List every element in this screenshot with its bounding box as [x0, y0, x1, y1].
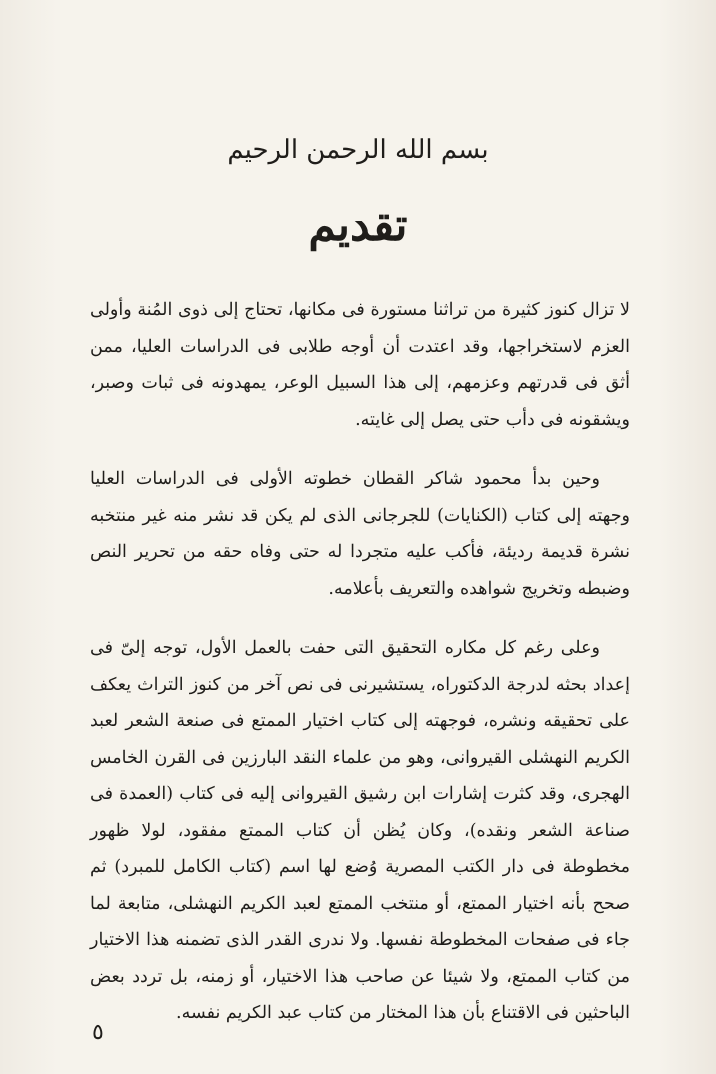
- body-text: [90, 292, 630, 1055]
- paragraph: وعلى رغم كل مكاره التحقيق التى حفت بالعمل الأول، توجه إلىّ فى إعداد بحثه لدرجة الدكتوراه، يستشيرنى فى نص آخر من كنوز التراث يعكف على تحقيقه ونشره، فوجهته إلى كتاب اختيار الممتع فى صنعة الشعر لعبد الكريم النهشلى القيروانى، وهو من علماء النقد البارزين فى القرن الخامس الهجرى، وقد كثرت إشارات ابن رشيق القيروانى إليه فى كتاب (العمدة فى صناعة الشعر ونقده)، وكان يُظن أن كتاب الممتع مفقود، لولا ظهور مخطوطة فى دار الكتب المصرية وُضع لها اسم (كتاب الكامل للمبرد) ثم صحح بأنه اختيار الممتع، أو منتخب الممتع لعبد الكريم النهشلى، متابعة لما جاء فى صفحات المخطوطة نفسها. ولا ندرى القدر الذى تضمنه هذا الاختيار من كتاب الممتع، ولا شيئا عن صاحب هذا الاختيار، أو زمنه، بل تردد بعض الباحثين فى الاقتناع بأن هذا المختار من كتاب عبد الكريم نفسه.: [90, 638, 630, 1023]
- page-number: ٥: [92, 1020, 104, 1045]
- page-title: تقديم: [308, 200, 408, 251]
- paragraph: وحين بدأ محمود شاكر القطان خطوته الأولى فى الدراسات العليا وجهته إلى كتاب (الكنايات) للجرجانى الذى لم يكن قد نشر منه غير منتخبه نشرة قديمة رديئة، فأكب عليه متجردا له حتى وفاه حقه من تحرير النص وضبطه وتخريج شواهده والتعريف بأعلامه.: [90, 469, 630, 599]
- basmala-heading: بسم الله الرحمن الرحيم: [227, 135, 489, 165]
- paragraph: لا تزال كنوز كثيرة من تراثنا مستورة فى مكانها، تحتاج إلى ذوى المُنة وأولى العزم لاستخراجها، وقد اعتدت أن أوجه طلابى فى الدراسات العليا، ممن أثق فى قدرتهم وعزمهم، إلى هذا السبيل الوعر، يمهدونه فى ثبات وصبر، ويشقونه فى دأب حتى يصل إلى غايته.: [90, 300, 630, 430]
